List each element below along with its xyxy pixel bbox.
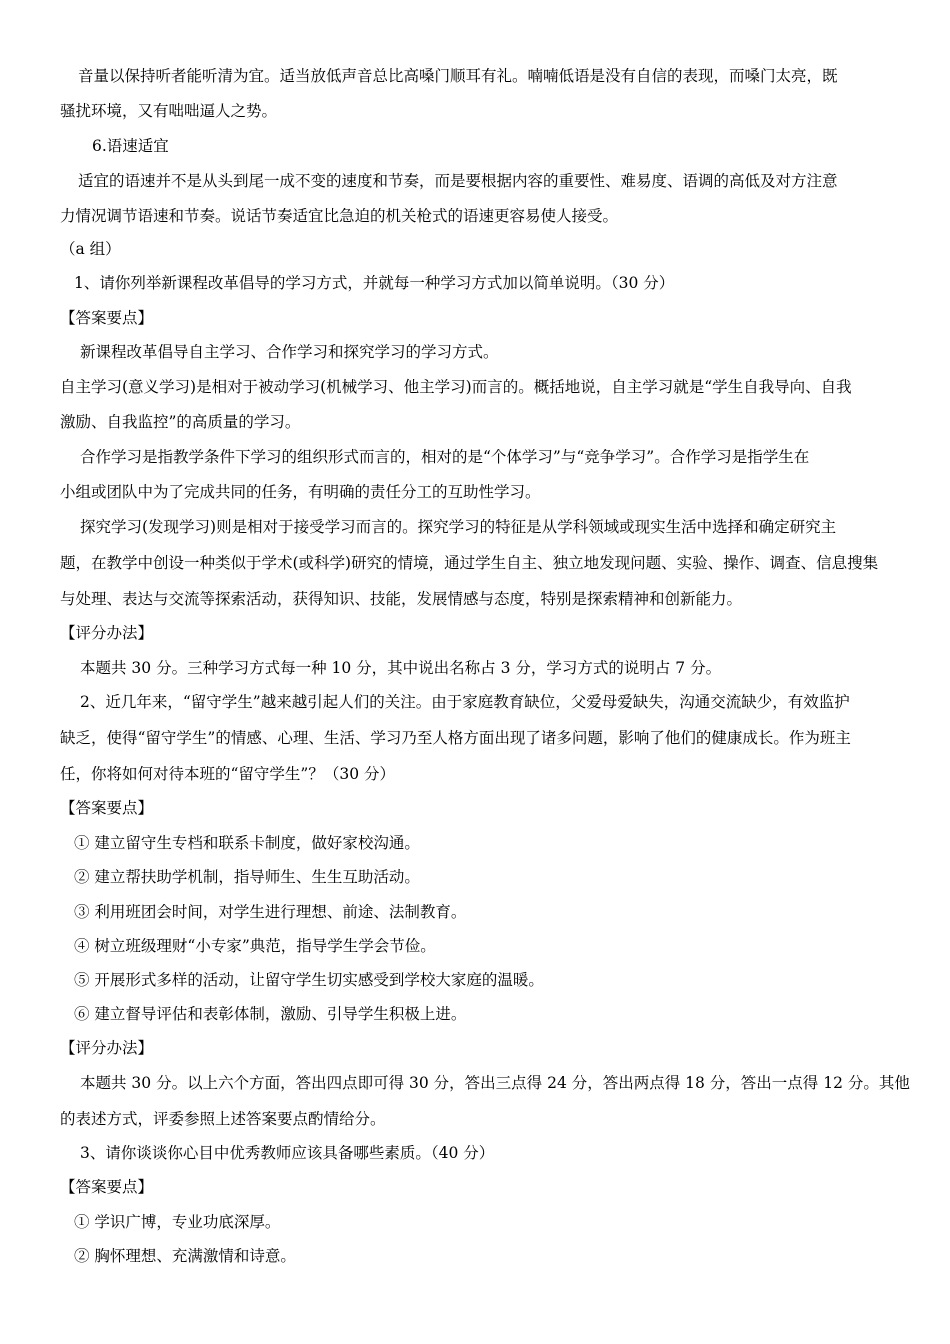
scoring-heading-2: 【评分办法】 bbox=[60, 1039, 154, 1057]
answer-key-heading-2: 【答案要点】 bbox=[60, 799, 154, 817]
scoring-2-line-1: 本题共 30 分。以上六个方面，答出四点即可得 30 分，答出三点得 24 分，答出两点得 18 分，答出一点得 12 分。其他 bbox=[80, 1074, 910, 1092]
answer-2-point-2: ② 建立帮扶助学机制，指导师生、生生互助活动。 bbox=[74, 868, 420, 886]
section-heading-speech-rate: 6.语速适宜 bbox=[92, 137, 169, 155]
paragraph-speech-rate-line-1: 适宜的语速并不是从头到尾一成不变的速度和节奏，而是要根据内容的重要性、难易度、语调的高低及对方注意 bbox=[78, 172, 838, 190]
paragraph-volume-line-1: 音量以保持听者能听清为宜。适当放低声音总比高嗓门顺耳有礼。喃喃低语是没有自信的表现，而嗓门太亮，既 bbox=[78, 67, 838, 85]
answer-2-point-4: ④ 树立班级理财“小专家”典范，指导学生学会节俭。 bbox=[74, 937, 436, 955]
answer-1-inquiry-line-2: 题，在教学中创设一种类似于学术(或科学)研究的情境，通过学生自主、独立地发现问题、实验、操作、调查、信息搜集 bbox=[60, 554, 879, 572]
question-1: 1、请你列举新课程改革倡导的学习方式，并就每一种学习方式加以简单说明。（30 分） bbox=[74, 274, 675, 292]
question-2-line-2: 缺乏，使得“留守学生”的情感、心理、生活、学习乃至人格方面出现了诸多问题，影响了他们的健康成长。作为班主 bbox=[60, 729, 851, 747]
question-2-line-3: 任，你将如何对待本班的“留守学生”？（30 分） bbox=[60, 765, 395, 783]
answer-key-heading-1: 【答案要点】 bbox=[60, 309, 154, 327]
answer-2-point-1: ① 建立留守生专档和联系卡制度，做好家校沟通。 bbox=[74, 834, 420, 852]
scoring-2-line-2: 的表述方式，评委参照上述答案要点酌情给分。 bbox=[60, 1110, 386, 1128]
answer-1-autonomous-line-1: 自主学习(意义学习)是相对于被动学习(机械学习、他主学习)而言的。概括地说，自主学习就是“学生自我导向、自我 bbox=[60, 378, 852, 396]
answer-1-cooperative-line-2: 小组或团队中为了完成共同的任务，有明确的责任分工的互助性学习。 bbox=[60, 483, 541, 501]
paragraph-volume-line-2: 骚扰环境，又有咄咄逼人之势。 bbox=[60, 102, 278, 120]
group-label: （a 组） bbox=[60, 240, 121, 258]
answer-1-cooperative-line-1: 合作学习是指教学条件下学习的组织形式而言的，相对的是“个体学习”与“竞争学习”。合作学习是指学生在 bbox=[80, 448, 810, 466]
answer-2-point-5: ⑤ 开展形式多样的活动，让留守学生切实感受到学校大家庭的温暖。 bbox=[74, 971, 544, 989]
answer-2-point-6: ⑥ 建立督导评估和表彰体制，激励、引导学生积极上进。 bbox=[74, 1005, 467, 1023]
paragraph-speech-rate-line-2: 力情况调节语速和节奏。说话节奏适宜比急迫的机关枪式的语速更容易使人接受。 bbox=[60, 207, 619, 225]
scoring-heading-1: 【评分办法】 bbox=[60, 624, 154, 642]
question-3: 3、请你谈谈你心目中优秀教师应该具备哪些素质。（40 分） bbox=[80, 1144, 495, 1162]
answer-3-point-2: ② 胸怀理想、充满激情和诗意。 bbox=[74, 1247, 296, 1265]
answer-1-inquiry-line-3: 与处理、表达与交流等探索活动，获得知识、技能，发展情感与态度，特别是探索精神和创新能力。 bbox=[60, 590, 743, 608]
answer-3-point-1: ① 学识广博，专业功底深厚。 bbox=[74, 1213, 281, 1231]
answer-1-inquiry-line-1: 探究学习(发现学习)则是相对于接受学习而言的。探究学习的特征是从学科领域或现实生活中选择和确定研究主 bbox=[80, 518, 837, 536]
question-2-line-1: 2、近几年来，“留守学生”越来越引起人们的关注。由于家庭教育缺位，父爱母爱缺失，沟通交流缺少，有效监护 bbox=[80, 693, 850, 711]
answer-1-intro: 新课程改革倡导自主学习、合作学习和探究学习的学习方式。 bbox=[80, 343, 499, 361]
answer-2-point-3: ③ 利用班团会时间，对学生进行理想、前途、法制教育。 bbox=[74, 903, 467, 921]
scoring-1-text: 本题共 30 分。三种学习方式每一种 10 分，其中说出名称占 3 分，学习方式的说明占 7 分。 bbox=[80, 659, 722, 677]
answer-key-heading-3: 【答案要点】 bbox=[60, 1178, 154, 1196]
answer-1-autonomous-line-2: 激励、自我监控”的高质量的学习。 bbox=[60, 413, 301, 431]
